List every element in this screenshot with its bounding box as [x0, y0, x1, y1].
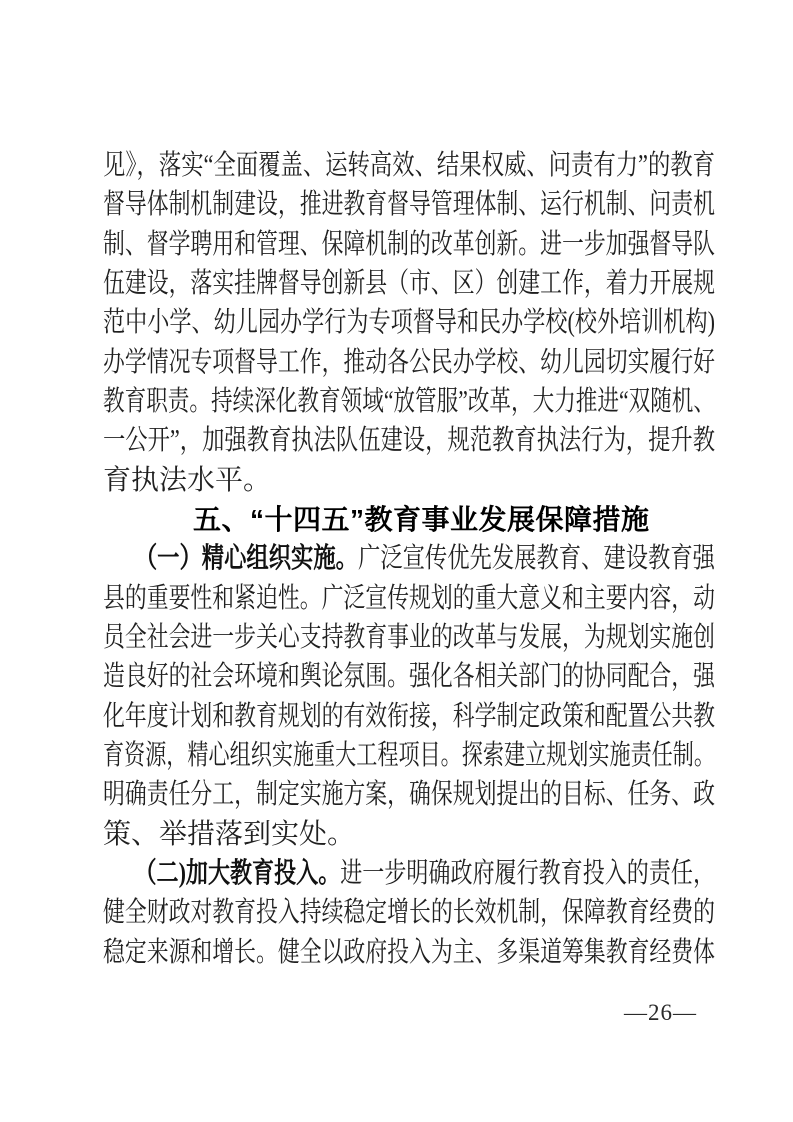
body-line: [103, 343, 715, 382]
body-line: [103, 697, 715, 736]
body-line: [103, 264, 715, 303]
body-line-text: 稳定来源和增长。健全以政府投入为主、多渠道筹集教育经费体: [103, 936, 715, 968]
body-line: [103, 303, 715, 342]
body-line: [103, 933, 715, 972]
body-line-text: 制、督学聘用和管理、保障机制的改革创新。进一步加强督导队: [103, 228, 715, 260]
paragraph-first-line-text: [103, 539, 715, 578]
section-heading: [103, 500, 715, 539]
body-line-text: 一公开”，加强教育执法队伍建设，规范教育执法行为，提升教: [103, 425, 715, 457]
body-line-text: 办学情况专项督导工作，推动各公民办学校、幼儿园切实履行好: [103, 346, 715, 378]
section-heading-text: 五、“十四五”教育事业发展保障措施: [193, 503, 650, 535]
body-line: [103, 382, 715, 421]
body-line: [103, 736, 715, 775]
body-line: [103, 893, 715, 932]
body-line: [103, 579, 715, 618]
body-line: [103, 815, 715, 854]
body-line-text: 员全社会进一步关心支持教育事业的改革与发展，为规划实施创: [103, 621, 715, 653]
paragraph-lead: （一）精心组织实施。: [134, 543, 359, 575]
body-line-text: 育资源，精心组织实施重大工程项目。探索建立规划实施责任制。: [103, 739, 715, 771]
body-line-text: 范中小学、幼儿园办学行为专项督导和民办学校(校外培训机构): [103, 307, 715, 339]
paragraph-lead: （二)加大教育投入。: [134, 857, 341, 889]
body-line-text: 县的重要性和紧迫性。广泛宣传规划的重大意义和主要内容，动: [103, 582, 715, 614]
paragraph-first-line: [103, 854, 715, 893]
body-line: [103, 225, 715, 264]
page-number: —26—: [624, 1000, 697, 1025]
body-line-text: 广泛宣传优先发展教育、建设教育强: [358, 543, 715, 575]
body-line-text: 督导体制机制建设，推进教育督导管理体制、运行机制、问责机: [103, 189, 715, 221]
body-line-text: 健全财政对教育投入持续稳定增长的长效机制，保障教育经费的: [103, 897, 715, 929]
body-line-text: 策、举措落到实处。: [103, 818, 356, 850]
body-line-text: 教育职责。持续深化教育领域“放管服”改革，大力推进“双随机、: [103, 385, 715, 417]
body-line-text: 见》，落实“全面覆盖、运转高效、结果权威、问责有力”的教育: [103, 150, 715, 181]
paragraph-first-line-text: [103, 854, 715, 893]
paragraph-first-line: [103, 539, 715, 578]
body-line: [103, 775, 715, 814]
body-line: [103, 421, 715, 460]
body-line-text: 造良好的社会环境和舆论氛围。强化各相关部门的协同配合，强: [103, 661, 715, 693]
body-line-text: 育执法水平。: [103, 464, 272, 496]
body-line-text: 伍建设，落实挂牌督导创新县（市、区）创建工作，着力开展规: [103, 267, 715, 299]
body-line: [103, 146, 715, 185]
body-line: [103, 618, 715, 657]
body-line-text: 明确责任分工，制定实施方案，确保规划提出的目标、任务、政: [103, 779, 715, 811]
body-line-text: 进一步明确政府履行教育投入的责任，: [340, 857, 715, 889]
body-line: [103, 185, 715, 224]
body-line: [103, 657, 715, 696]
body-line-text: 化年度计划和教育规划的有效衔接，科学制定政策和配置公共教: [103, 700, 715, 732]
text-block: [103, 146, 715, 972]
body-line: [103, 461, 715, 500]
